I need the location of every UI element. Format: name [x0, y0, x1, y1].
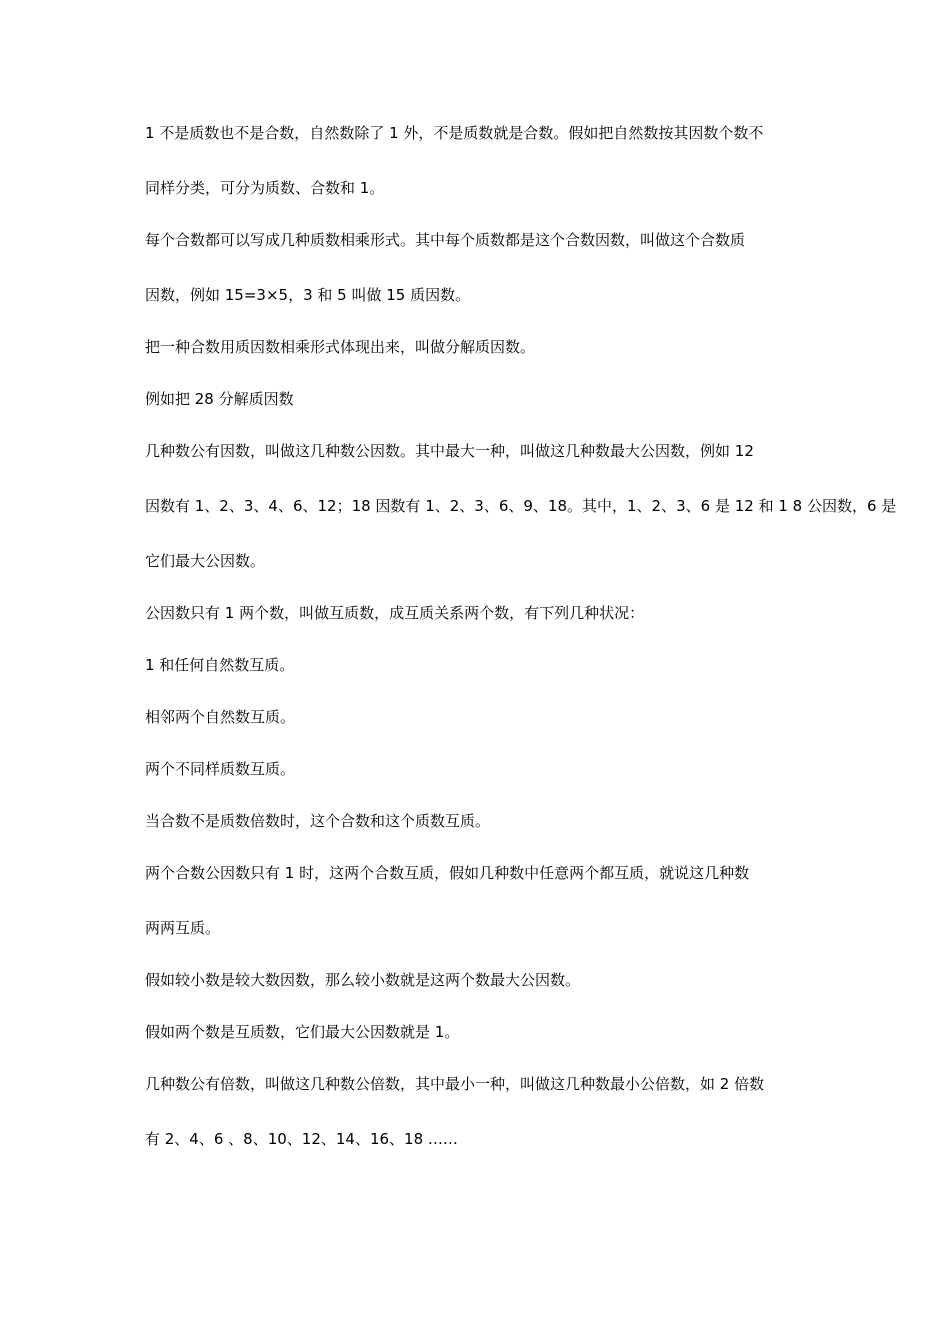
text-line: 两两互质。 — [145, 919, 221, 937]
document-body — [145, 123, 897, 1149]
text-line: 每个合数都可以写成几种质数相乘形式。其中每个质数都是这个合数因数，叫做这个合数质 — [145, 231, 746, 249]
text-line: 因数，例如 15=3×5，3 和 5 叫做 15 质因数。 — [145, 286, 471, 304]
text-line: 假如两个数是互质数，它们最大公因数就是 1。 — [145, 1023, 460, 1041]
text-line: 它们最大公因数。 — [145, 552, 266, 570]
text-line: 例如把 28 分解质因数 — [145, 390, 294, 408]
text-line: 把一种合数用质因数相乘形式体现出来，叫做分解质因数。 — [145, 338, 536, 356]
text-line: 几种数公有倍数，叫做这几种数公倍数，其中最小一种，叫做这几种数最小公倍数，如 2 倍数 — [145, 1075, 765, 1093]
text-line: 1 和任何自然数互质。 — [145, 656, 295, 674]
text-line: 两个不同样质数互质。 — [145, 760, 296, 778]
text-line: 两个合数公因数只有 1 时，这两个合数互质，假如几种数中任意两个都互质，就说这几种数 — [145, 864, 750, 882]
text-line: 1 不是质数也不是合数，自然数除了 1 外，不是质数就是合数。假如把自然数按其因数个数不 — [145, 124, 764, 142]
text-line: 几种数公有因数，叫做这几种数公因数。其中最大一种，叫做这几种数最大公因数，例如 12 — [145, 442, 754, 460]
text-line: 假如较小数是较大数因数，那么较小数就是这两个数最大公因数。 — [145, 971, 581, 989]
text-line: 相邻两个自然数互质。 — [145, 708, 296, 726]
text-line: 公因数只有 1 两个数，叫做互质数，成互质关系两个数，有下列几种状况： — [145, 604, 645, 622]
text-line: 有 2、4、6 、8、10、12、14、16、18 …… — [145, 1130, 458, 1148]
text-line: 当合数不是质数倍数时，这个合数和这个质数互质。 — [145, 812, 491, 830]
text-line: 因数有 1、2、3、4、6、12；18 因数有 1、2、3、6、9、18。其中，1、2、3、6 是 12 和 1 8 公因数，6 是 — [145, 497, 897, 515]
text-line: 同样分类，可分为质数、合数和 1。 — [145, 179, 385, 197]
